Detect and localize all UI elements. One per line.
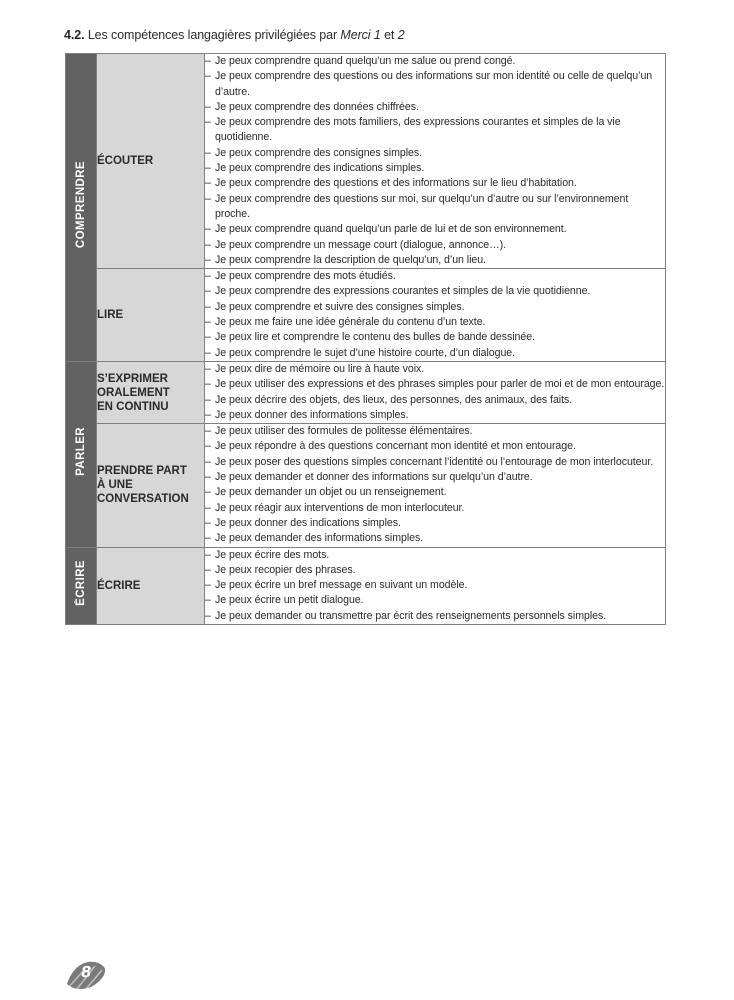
competence-item: – Je peux donner des indications simples. [205,516,665,531]
subcategory-exprimer-line-3: EN CONTINU [97,400,169,413]
subcategory-ecouter-label: ÉCOUTER [97,155,154,168]
heading-text: Les compétences langagières privilégiées par [87,28,341,42]
row-conversation [66,424,666,547]
row-lire [66,269,666,362]
competence-item: – Je peux comprendre des données chiffrées. [205,100,665,115]
competence-item: – Je peux comprendre quand quelqu’un parle de lui et de son environnement. [205,222,665,237]
competence-item: – Je peux décrire des objets, des lieux, des personnes, des animaux, des faits. [205,393,665,408]
list-conversation [205,424,665,546]
competence-item: – Je peux comprendre le sujet d’une histoire courte, d’un dialogue. [205,346,665,361]
list-lire [205,269,665,361]
section-heading [64,28,405,42]
row-exprimer [66,361,666,423]
competence-item: – Je peux lire et comprendre le contenu des bulles de bande dessinée. [205,330,665,345]
heading-number: 4.2. [64,28,85,42]
subcategory-lire-label: LIRE [97,309,124,322]
competence-item: – Je peux comprendre quand quelqu’un me salue ou prend congé. [205,54,665,69]
competence-item: – Je peux comprendre des questions sur moi, sur quelqu’un d’autre ou sur l’environnement proche. [205,192,665,223]
competence-item: – Je peux écrire des mots. [205,548,665,563]
page-number-label: 8 [79,963,93,981]
subcategory-conversation-line-3: CONVERSATION [97,493,189,506]
subcategory-ecrire [97,547,205,624]
subcategory-conversation [97,424,205,547]
category-comprendre-label: COMPRENDRE [75,161,87,249]
competences-table [65,53,666,625]
competence-item: – Je peux donner des informations simples. [205,408,665,423]
competence-item: – Je peux répondre à des questions concernant mon identité et mon entourage. [205,439,665,454]
subcategory-conversation-line-2: À UNE [97,479,133,492]
competence-item: – Je peux comprendre des mots familiers, des expressions courantes et simples de la vie quotidienne. [205,115,665,146]
heading-title-1: Merci 1 [340,28,381,42]
items-ecrire [205,547,666,624]
competence-item: – Je peux recopier des phrases. [205,563,665,578]
competence-item: – Je peux comprendre des mots étudiés. [205,269,665,284]
competence-item: – Je peux demander et donner des informations sur quelqu’un d’autre. [205,470,665,485]
page-number [64,958,108,992]
competence-item: – Je peux demander des informations simples. [205,531,665,546]
subcategory-conversation-line-1: PRENDRE PART [97,465,187,478]
items-ecouter [205,54,666,269]
competence-item: – Je peux utiliser des expressions et des phrases simples pour parler de moi et de mon entourage. [205,377,665,392]
heading-conjunction: et [380,28,398,42]
competence-item: – Je peux comprendre et suivre des consignes simples. [205,300,665,315]
competence-item: – Je peux écrire un petit dialogue. [205,593,665,608]
category-parler [66,361,97,547]
subcategory-exprimer [97,361,205,423]
items-conversation [205,424,666,547]
competence-item: – Je peux demander un objet ou un renseignement. [205,485,665,500]
category-parler-label: PARLER [75,427,87,477]
competence-item: – Je peux comprendre des questions ou des informations sur mon identité ou celle de quelqu’un d’autre. [205,69,665,100]
category-ecrire [66,547,97,624]
category-comprendre [66,54,97,362]
subcategory-exprimer-line-2: ORALEMENT [97,386,170,399]
category-ecrire-label: ÉCRIRE [75,560,87,607]
competence-item: – Je peux me faire une idée générale du contenu d’un texte. [205,315,665,330]
competence-item: – Je peux écrire un bref message en suivant un modèle. [205,578,665,593]
list-ecouter [205,54,665,268]
competence-item: – Je peux dire de mémoire ou lire à haute voix. [205,362,665,377]
row-ecrire [66,547,666,624]
competence-item: – Je peux comprendre des expressions courantes et simples de la vie quotidienne. [205,284,665,299]
list-ecrire [205,548,665,624]
competence-item: – Je peux comprendre la description de quelqu’un, d’un lieu. [205,253,665,268]
competence-item: – Je peux comprendre des consignes simples. [205,146,665,161]
competence-item: – Je peux réagir aux interventions de mon interlocuteur. [205,501,665,516]
heading-title-2: 2 [397,28,405,42]
competence-item: – Je peux comprendre des indications simples. [205,161,665,176]
competence-item: – Je peux comprendre des questions et des informations sur le lieu d’habitation. [205,176,665,191]
subcategory-exprimer-line-1: S’EXPRIMER [97,372,168,385]
subcategory-ecouter [97,54,205,269]
competence-item: – Je peux poser des questions simples concernant l’identité ou l’entourage de mon interlocuteur. [205,455,665,470]
competence-item: – Je peux comprendre un message court (dialogue, annonce…). [205,238,665,253]
items-exprimer [205,361,666,423]
subcategory-ecrire-label: ÉCRIRE [97,579,141,592]
subcategory-lire [97,269,205,362]
competence-item: – Je peux utiliser des formules de politesse élémentaires. [205,424,665,439]
items-lire [205,269,666,362]
row-ecouter [66,54,666,269]
list-exprimer [205,362,665,423]
competence-item: – Je peux demander ou transmettre par écrit des renseignements personnels simples. [205,609,665,624]
